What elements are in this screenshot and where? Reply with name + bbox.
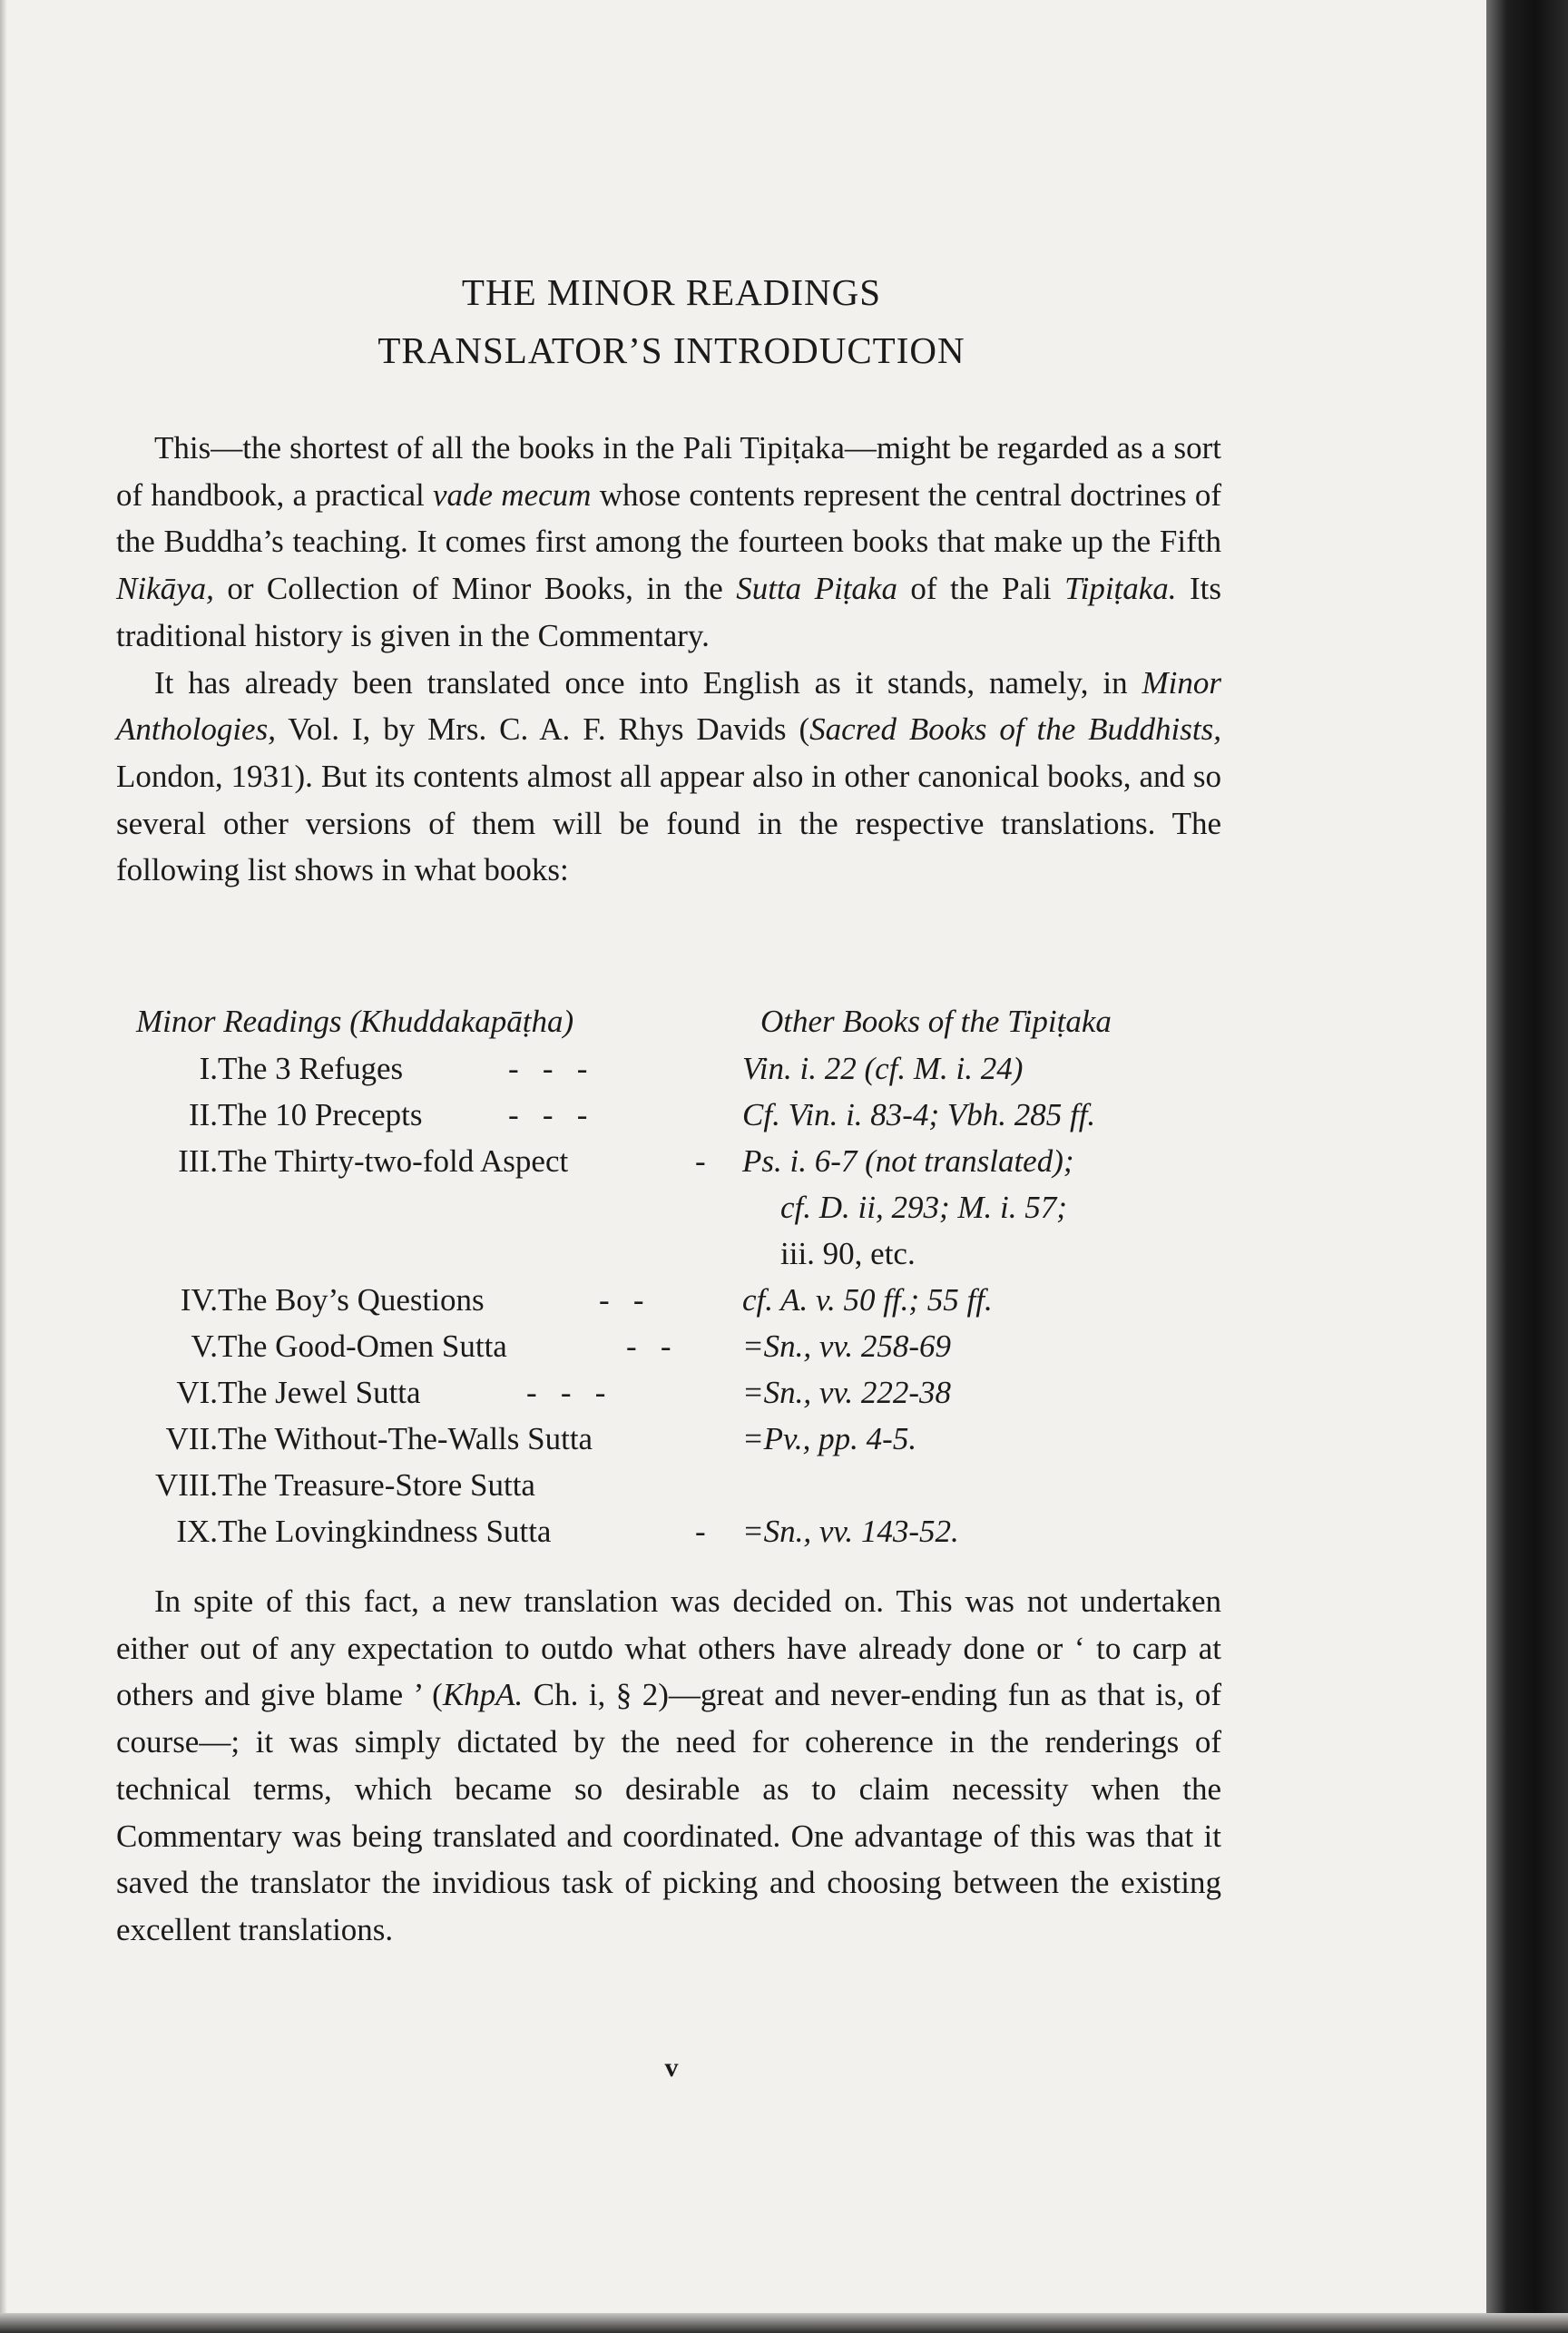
section-title: TRANSLATOR’S INTRODUCTION [377, 329, 965, 371]
text-run: This—the shortest of all the books in the Pali Tipiṭaka—might be regarded as a sort of handbook, a practical [116, 430, 1221, 513]
intro-paragraph-1 [116, 425, 1221, 894]
table-row [0, 1421, 1270, 1466]
table-row [0, 1097, 1270, 1142]
row-leader: - [695, 1514, 706, 1549]
book-title: THE MINOR READINGS [461, 271, 882, 313]
page-binding-edge [1486, 0, 1568, 2333]
row-leader: - [695, 1143, 706, 1179]
table-row [0, 1514, 1270, 1559]
row-number: VI. [176, 1375, 218, 1410]
row-leader: - - - [526, 1375, 606, 1410]
row-number: II. [188, 1097, 218, 1132]
title-minor-anthologies: Minor Anthologies, [116, 664, 1221, 748]
row-number: IX. [176, 1514, 218, 1549]
text-run: Its traditional history is given in the Commentary. [116, 571, 1221, 653]
row-leader: - - - [508, 1097, 588, 1132]
table-row [0, 1467, 1270, 1513]
text-run: Ch. i, § 2)—great and never-ending fun as that is, of course—; it was simply dictated by the need for coherence in the renderings of technical terms, which became so desirable as to claim necessity when the Commentary was being translated and coordinated. One advantage of this was that it saved the translator the invidious task of picking and choosing between the existing excellent translations. [116, 1677, 1221, 1947]
row-leader: - - [626, 1328, 671, 1364]
text-run: In spite of this fact, a new translation was decided on. This was not undertaken either out of any expectation to outdo what others have already done or ‘ to carp at others and give blame ’ ( [116, 1583, 1221, 1713]
table-row [0, 1143, 1270, 1189]
row-reference: Ps. i. 6-7 (not translated); [742, 1143, 1074, 1179]
table-row [0, 1282, 1270, 1328]
row-title: The Treasure-Store Sutta [218, 1467, 535, 1503]
term-nikaya: Nikāya, [116, 571, 214, 607]
row-title: The Jewel Sutta [218, 1375, 421, 1410]
row-reference-continued: cf. D. ii, 293; M. i. 57; [780, 1190, 1067, 1225]
row-title: The Good-Omen Sutta [218, 1328, 507, 1364]
term-tipitaka: Tipiṭaka. [1064, 571, 1177, 607]
row-title: The Without-The-Walls Sutta [218, 1421, 593, 1456]
row-leader: - - [599, 1282, 644, 1318]
row-reference: =Pv., pp. 4-5. [742, 1421, 917, 1456]
text-run: It has already been translated once into English as it stands, namely, in [154, 664, 1142, 701]
row-number: V. [191, 1328, 218, 1364]
row-number: III. [178, 1143, 218, 1179]
page-number: v [664, 2053, 679, 2083]
text-run: whose contents represent the central doctrines of the Buddha’s teaching. It comes first among the fourteen books that make up the Fifth [116, 476, 1221, 560]
text-run: Vol. I, by Mrs. C. A. F. Rhys Davids ( [275, 711, 810, 748]
intro-paragraph-2 [116, 1578, 1221, 1954]
row-reference: Cf. Vin. i. 83-4; Vbh. 285 ff. [742, 1097, 1096, 1132]
page-bottom-edge [0, 2313, 1568, 2333]
row-number: I. [199, 1051, 218, 1086]
row-title: The 3 Refuges [218, 1051, 404, 1086]
row-title: The Boy’s Questions [218, 1282, 485, 1318]
row-reference-continued: iii. 90, etc. [780, 1236, 916, 1271]
row-reference: Vin. i. 22 (cf. M. i. 24) [742, 1051, 1024, 1086]
table-row [0, 1375, 1270, 1420]
row-leader: - - - [508, 1051, 588, 1086]
column-header-minor-readings: Minor Readings (Khuddakapāṭha) [136, 1004, 574, 1039]
term-vade-mecum: vade mecum [432, 476, 592, 513]
row-reference: =Sn., vv. 258-69 [742, 1328, 951, 1364]
term-sutta-pitaka: Sutta Piṭaka [736, 571, 897, 607]
row-title: The 10 Precepts [218, 1097, 423, 1132]
row-reference: cf. A. v. 50 ff.; 55 ff. [742, 1282, 993, 1318]
text-run: or Collection of Minor Books, in the [213, 571, 737, 607]
text-run: London, 1931). But its contents almost all appear also in other canonical books, and so several other versions of them will be found in the respective translations. The following list shows in what books: [116, 758, 1221, 888]
row-reference: =Sn., vv. 143-52. [742, 1514, 959, 1549]
row-reference: =Sn., vv. 222-38 [742, 1375, 951, 1410]
table-row [0, 1051, 1270, 1096]
row-title: The Thirty-two-fold Aspect [218, 1143, 569, 1179]
row-number: IV. [180, 1282, 218, 1318]
abbrev-khpa: KhpA. [442, 1677, 524, 1713]
row-title: The Lovingkindness Sutta [218, 1514, 552, 1549]
row-number: VIII. [155, 1467, 218, 1503]
column-header-other-books: Other Books of the Tipiṭaka [760, 1004, 1112, 1039]
table-row [0, 1328, 1270, 1374]
title-sacred-books: Sacred Books of the Buddhists, [809, 711, 1221, 748]
text-run: of the Pali [897, 571, 1065, 607]
row-number: VII. [165, 1421, 218, 1456]
